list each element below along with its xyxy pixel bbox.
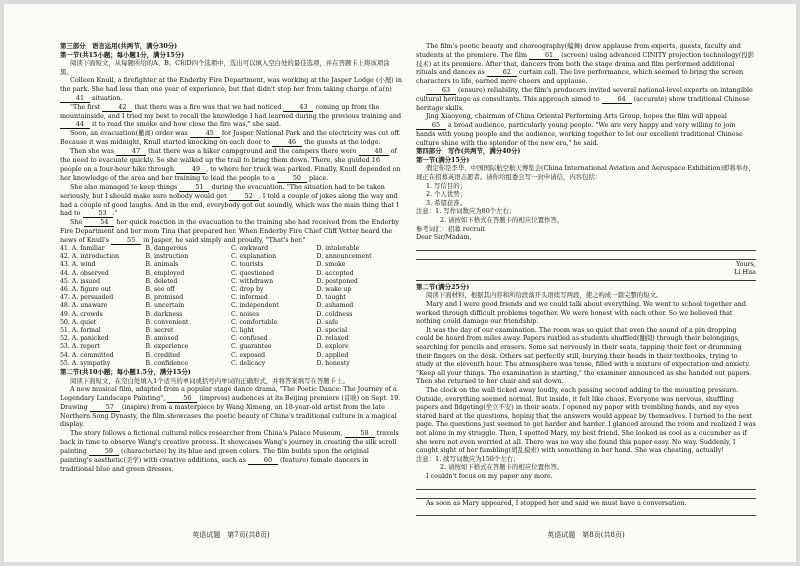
option-choice[interactable]: 46. A. figure out: [60, 285, 112, 293]
option-choice[interactable]: B. promised: [145, 294, 184, 302]
option-choice[interactable]: D. taught: [316, 294, 346, 302]
exam-sheet: [4, 4, 796, 562]
continuation-opening-2: As soon as Mary appeared, I stopped her and said we must have a conversation.: [426, 498, 687, 507]
writing-line[interactable]: [416, 252, 756, 260]
story-paragraph: Mary and I were good friends and we could talk about everything. We went to school together and worked through difficult problems together. We were honest with each other. So we believed that nothing could damage our friendship.: [416, 300, 746, 326]
blank-58[interactable]: 58: [345, 430, 375, 438]
option-choice[interactable]: D. ashamed: [316, 302, 354, 310]
blank-45[interactable]: 45: [190, 130, 220, 138]
blank-63[interactable]: 63: [426, 87, 456, 95]
blank-62[interactable]: 62: [487, 69, 517, 77]
option-choice[interactable]: B. amused: [145, 335, 179, 343]
grammar-paragraph: 63 (ensure) reliability, the film's producers invited several national-level experts on intangible cultural heritage as consultants. This approach aimed to 64 (accurate) show traditional Chinese heritage skills.: [416, 85, 753, 112]
option-choice[interactable]: C. awkward: [231, 244, 269, 252]
option-row: [60, 311, 402, 319]
option-choice[interactable]: C. light: [231, 326, 254, 334]
cloze-paragraph: She also managed to keep things 51 during the evacuation. "The situation had to be taken seriously, but I should make sure nobody would get 52 . I told a couple of jokes along the way and had a couple of good laughs. And in the end, everybody got out soundly, which was the main thing that I had to 53 .": [60, 182, 399, 218]
option-choice[interactable]: C. drop by: [231, 285, 264, 293]
option-row: [60, 343, 402, 351]
option-choice[interactable]: B. dangerous: [145, 244, 188, 252]
option-row: [60, 360, 402, 368]
cloze-paragraph: Then she was 47 that there was a hiker campground and the campers there were 48 of the need to evacuate quickly. So she walked up the trail to bring them down. There, she guided 16 people on a four-hour hike through 49 , to where her truck was parked. Finally, Knull depended on her knowledge of the area and her training to lead the people to a 50 place.: [60, 147, 401, 182]
continuation-opening-1: I couldn't focus on my paper any more.: [426, 471, 553, 480]
option-row: [60, 352, 402, 360]
option-choice[interactable]: C. noises: [231, 310, 260, 318]
story-paragraph: It was the day of our examination. The room was so quiet that even the sound of a pin dropping could be heard from miles away. Papers rustled as students shuffled(翻阅) through their belongings, searching for pencils and erasers. Some sat nervously in their seats, tapping their feet or drumming their fingers on the desk. Others sat perfectly still, burying their heads in their textbooks, trying to study at the eleventh hour. The atmosphere was tense, filled with a mixture of expectation and anxiety. "Keep all your things. The examination is starting," the examiner announced as she handed out papers. Then she returned to her chair and sat down.: [416, 325, 752, 386]
option-choice[interactable]: D. relaxed: [316, 335, 349, 343]
option-choice[interactable]: C. guarantee: [231, 343, 272, 351]
grammar-paragraph: A new musical film, adapted from a popular stage dance drama, "The Poetic Dance: The Journey of a Legendary Landscape Painting", 56 (impress) audiences at its Beijing premiere (首映) on Sept. 19. Drawing 57 (inspire) from a masterpiece by Wang Ximeng, an 18-year-old artist from the late Northern Song Dynasty, the film showcases the poetic beauty of China's traditional culture in a magical display.: [60, 385, 401, 429]
option-row: [60, 278, 402, 286]
blank-51[interactable]: 51: [179, 184, 209, 192]
section1-heading: 第一节(共15小题；每小题1分，满分15分): [60, 50, 185, 59]
option-row: [60, 335, 402, 343]
option-choice[interactable]: D. honesty: [316, 359, 350, 367]
option-choice[interactable]: 48. A. unaware: [60, 302, 108, 310]
option-choice[interactable]: B. deleted: [145, 277, 178, 285]
option-choice[interactable]: D. postponed: [316, 277, 358, 285]
writing-line[interactable]: [416, 491, 756, 499]
option-choice[interactable]: B. employed: [145, 269, 185, 277]
writing1-point: 3. 希望获准。: [426, 198, 467, 207]
blank-41[interactable]: 41: [60, 95, 90, 103]
cloze-paragraph: "The first 42 that there was a fire was that we had noticed 43 coming up from the mountainside, and I tried my best to recall the knowledge I had learned during the previous training and 44 it to read the smoke and how close the fire was," she said.: [60, 102, 402, 129]
right-page-footer: 英语试题 第8页(共8页): [547, 531, 625, 539]
letter-salutation: Dear Sir/Madam,: [416, 233, 472, 242]
option-choice[interactable]: D. wake up: [316, 285, 352, 293]
option-choice[interactable]: 41. A. familiar: [60, 244, 105, 252]
letter-closing: Yours,: [736, 259, 756, 268]
option-choice[interactable]: 47. A. persuaded: [60, 294, 114, 302]
option-choice[interactable]: B. animals: [145, 261, 179, 269]
blank-65[interactable]: 65: [416, 122, 446, 130]
blank-61[interactable]: 61: [529, 52, 559, 60]
left-page-footer: 英语试题 第7页(共8页): [192, 531, 270, 539]
option-choice[interactable]: B. experience: [145, 343, 189, 351]
option-choice[interactable]: 52. A. panicked: [60, 335, 109, 343]
blank-48[interactable]: 48: [359, 148, 389, 156]
option-choice[interactable]: 45. A. issued: [60, 277, 101, 285]
writing1-heading: 第一节(满分15分): [416, 155, 470, 164]
option-choice[interactable]: D. special: [316, 326, 348, 334]
writing1-note: 2. 请按如下格式在答题卡的相应位置作答。: [440, 215, 564, 224]
option-choice[interactable]: 43. A. wind: [60, 261, 96, 269]
option-choice[interactable]: 49. A. crowds: [60, 310, 103, 318]
blank-60[interactable]: 60: [248, 457, 278, 465]
option-choice[interactable]: D. coldness: [316, 310, 353, 318]
option-choice[interactable]: C. questioned: [231, 269, 275, 277]
options-table: [60, 245, 402, 368]
blank-52[interactable]: 52: [229, 193, 259, 201]
writing1-point: 1. 写信目的；: [426, 181, 467, 190]
option-row: [60, 245, 402, 253]
option-choice[interactable]: B. instruction: [145, 253, 189, 261]
option-choice[interactable]: D. smoke: [316, 261, 346, 269]
writing2-heading: 第二节(满分25分): [416, 282, 470, 291]
left-page: [60, 42, 402, 473]
blank-50[interactable]: 50: [277, 175, 307, 183]
blank-59[interactable]: 59: [89, 448, 119, 456]
divider: [416, 280, 756, 281]
blank-57[interactable]: 57: [90, 404, 120, 412]
writing1-point: 2. 个人优势；: [426, 190, 467, 199]
option-choice[interactable]: B. uncertain: [145, 302, 185, 310]
option-choice[interactable]: 51. A. formal: [60, 326, 101, 334]
option-row: [60, 261, 402, 269]
option-row: [60, 253, 402, 261]
option-choice[interactable]: C. independent: [231, 302, 279, 310]
option-choice[interactable]: C. tourists: [231, 261, 264, 269]
option-choice[interactable]: 55. A. sympathy: [60, 359, 111, 367]
blank-54[interactable]: 54: [84, 219, 114, 227]
option-choice[interactable]: B. see off: [145, 285, 175, 293]
option-choice[interactable]: D. intolerable: [316, 244, 360, 252]
blank-56[interactable]: 56: [167, 395, 197, 403]
option-choice[interactable]: B. darkness: [145, 310, 183, 318]
blank-46[interactable]: 46: [272, 139, 302, 147]
blank-47[interactable]: 47: [116, 148, 146, 156]
cloze-paragraph: Colleen Knull, a firefighter at the Enderby Fire Department, was working at the Jasper Lodge (小屋) in the park. She had less than one year of experience, but that didn't stop her from taking charge of a(n) 41 situation.: [60, 76, 402, 102]
option-choice[interactable]: 44. A. observed: [60, 269, 109, 277]
blank-64[interactable]: 64: [602, 96, 632, 104]
option-row: [60, 302, 402, 310]
option-choice[interactable]: C. withdrawn: [231, 277, 274, 285]
letter-signature: Li Hua: [734, 268, 756, 277]
option-choice[interactable]: C. delicacy: [231, 359, 266, 367]
cloze-paragraph: She 54 her quick reaction in the evacuation to the training she had received from the Enderby Fire Department and her mom Tina that prepared her. When Enderby Fire Chief Cliff Vetter heard the news of Knull's 55 in Jasper, he said simply and proudly, "That's her.": [60, 218, 400, 244]
cloze-paragraph: Soon, an evacuation(撤离) order was 45 for Jasper National Park and the electricity was cut off. Because it was midnight, Knull started knocking on each door to 46 the guests at the lodge.: [60, 129, 401, 147]
writing2-instructions: 阅读下面材料，根据其内容和所给段落开头语续写两段，使之构成一篇完整的短文。: [426, 291, 663, 300]
blank-55[interactable]: 55: [111, 237, 141, 245]
blank-44[interactable]: 44: [60, 121, 90, 129]
option-choice[interactable]: B. secret: [145, 326, 174, 334]
grammar-paragraph: The story follows a fictional cultural relics researcher from China's Palace Museum, 58 travels back in time to observe Wang's creative process. It showcases Wang's journey in creating the silk scroll painting 59 (characterize) by its blue and green colors. The film builds upon the original painting's aesthetic(美学) with creative additions, such as 60 (feature) female dancers in traditional blue and green dresses.: [60, 428, 399, 473]
section2-instructions: 阅读下面短文，在空白处填入1个适当的单词或括号内单词的正确形式，并将答案填写在答题卡上。: [70, 376, 349, 385]
option-choice[interactable]: D. explore: [316, 343, 349, 351]
option-choice[interactable]: B. credited: [145, 351, 181, 359]
option-choice[interactable]: C. confused: [231, 335, 268, 343]
story-paragraph: The clock on the wall ticked away loudly, each passing second adding to the mounting pressure. Outside, everything seemed normal. But inside, it felt like chaos. Everyone was nervous, shuffling papers and fidgeting(坐立不安) in their seats. I opened my paper with trembling hands, and my eyes stared hard at the questions, hoping that the answers would appear by themselves. I turned to the next page. The questions just seemed to get harder and harder. I glanced around the room and realized I was not alone in my struggle. Then, I spotted Mary, my best friend. She looked as cool as a cucumber as if she were not even worried at all. There was no way she found this paper easy. No way. Suddenly, I caught sight of her fumbling(胡乱摸索) with something in her hand. She was cheating, actually!: [416, 386, 756, 455]
blank-42[interactable]: 42: [102, 104, 132, 112]
option-choice[interactable]: D. announcement: [316, 253, 372, 261]
option-row: [60, 319, 402, 327]
option-choice[interactable]: 54. A. committed: [60, 351, 114, 359]
part3-heading: 第三部分 语言运用(共两节，满分30分): [60, 42, 178, 50]
option-choice[interactable]: B. confidence: [145, 359, 189, 367]
option-row: [60, 270, 402, 278]
writing-line[interactable]: [416, 482, 756, 490]
grammar-paragraph: The film's poetic beauty and choreography(编舞) drew applause from experts, guests, faculty and students at the premiere. The film 61 (screen) using advanced CINITY projection technology(投影技术) at its premiere. After that, dancers from both the stage drama and film performed additional rituals and dances as 62 curtain call. The live performance, which seemed to bring the screen characters to life, earned more cheers and applause.: [416, 42, 755, 86]
option-choice[interactable]: 53. A. report: [60, 343, 100, 351]
grammar-paragraph: Jing Xiaoyong, chairman of China Oriental Performing Arts Group, hopes the film will appeal 65 a broad audience, particularly young people. "We are very happy and very willing to join hands with young people and the audience, working together to let our excellent traditional Chinese culture shine with the splendor of the new era," he said.: [416, 112, 743, 147]
option-choice[interactable]: 50. A. quiet: [60, 318, 97, 326]
blank-53[interactable]: 53: [83, 210, 113, 218]
option-row: [60, 294, 402, 302]
writing-line[interactable]: [416, 508, 756, 516]
section1-instructions: 阅读下面短文，从每题所给的A、B、C和D四个选项中，选出可以填入空白处的最佳选项，并在答题卡上将该项涂黑。: [60, 59, 390, 76]
option-choice[interactable]: B. convenient: [145, 318, 189, 326]
writing2-note: 注意：1. 续写词数应为150个左右；: [416, 454, 520, 463]
section2-heading: 第二节(共10小题；每小题1.5分，满分15分): [60, 367, 191, 376]
part4-heading: 第四部分 写作(共两节，满分40分): [416, 147, 521, 156]
option-choice[interactable]: D. accepted: [316, 269, 354, 277]
blank-49[interactable]: 49: [176, 166, 206, 174]
option-choice[interactable]: C. comfortable: [231, 318, 278, 326]
option-choice[interactable]: C. informed: [231, 294, 268, 302]
option-choice[interactable]: C. explanation: [231, 253, 277, 261]
option-choice[interactable]: D. applied: [316, 351, 349, 359]
writing-line[interactable]: [416, 243, 756, 251]
writing2-note: 2. 请按如下格式在答题卡的相应位置作答。: [440, 463, 564, 472]
option-row: [60, 327, 402, 335]
writing1-instructions: 假定你是李华，中国国际航空航天博览会(China International Aviation and Aerospace Exhibition)即将举办，现正在招募英语志愿者。请你给组委会写一封申请信，内容包括：: [416, 164, 755, 181]
option-choice[interactable]: 42. A. introduction: [60, 253, 119, 261]
writing1-note: 注意：1. 写作词数应为80个左右；: [416, 207, 516, 216]
option-choice[interactable]: C. exposed: [231, 351, 266, 359]
writing1-reference-vocab: 参考词汇：招募 recruit: [416, 224, 485, 233]
right-page: [416, 42, 756, 516]
option-row: [60, 286, 402, 294]
option-choice[interactable]: D. safe: [316, 318, 338, 326]
blank-43[interactable]: 43: [283, 104, 313, 112]
